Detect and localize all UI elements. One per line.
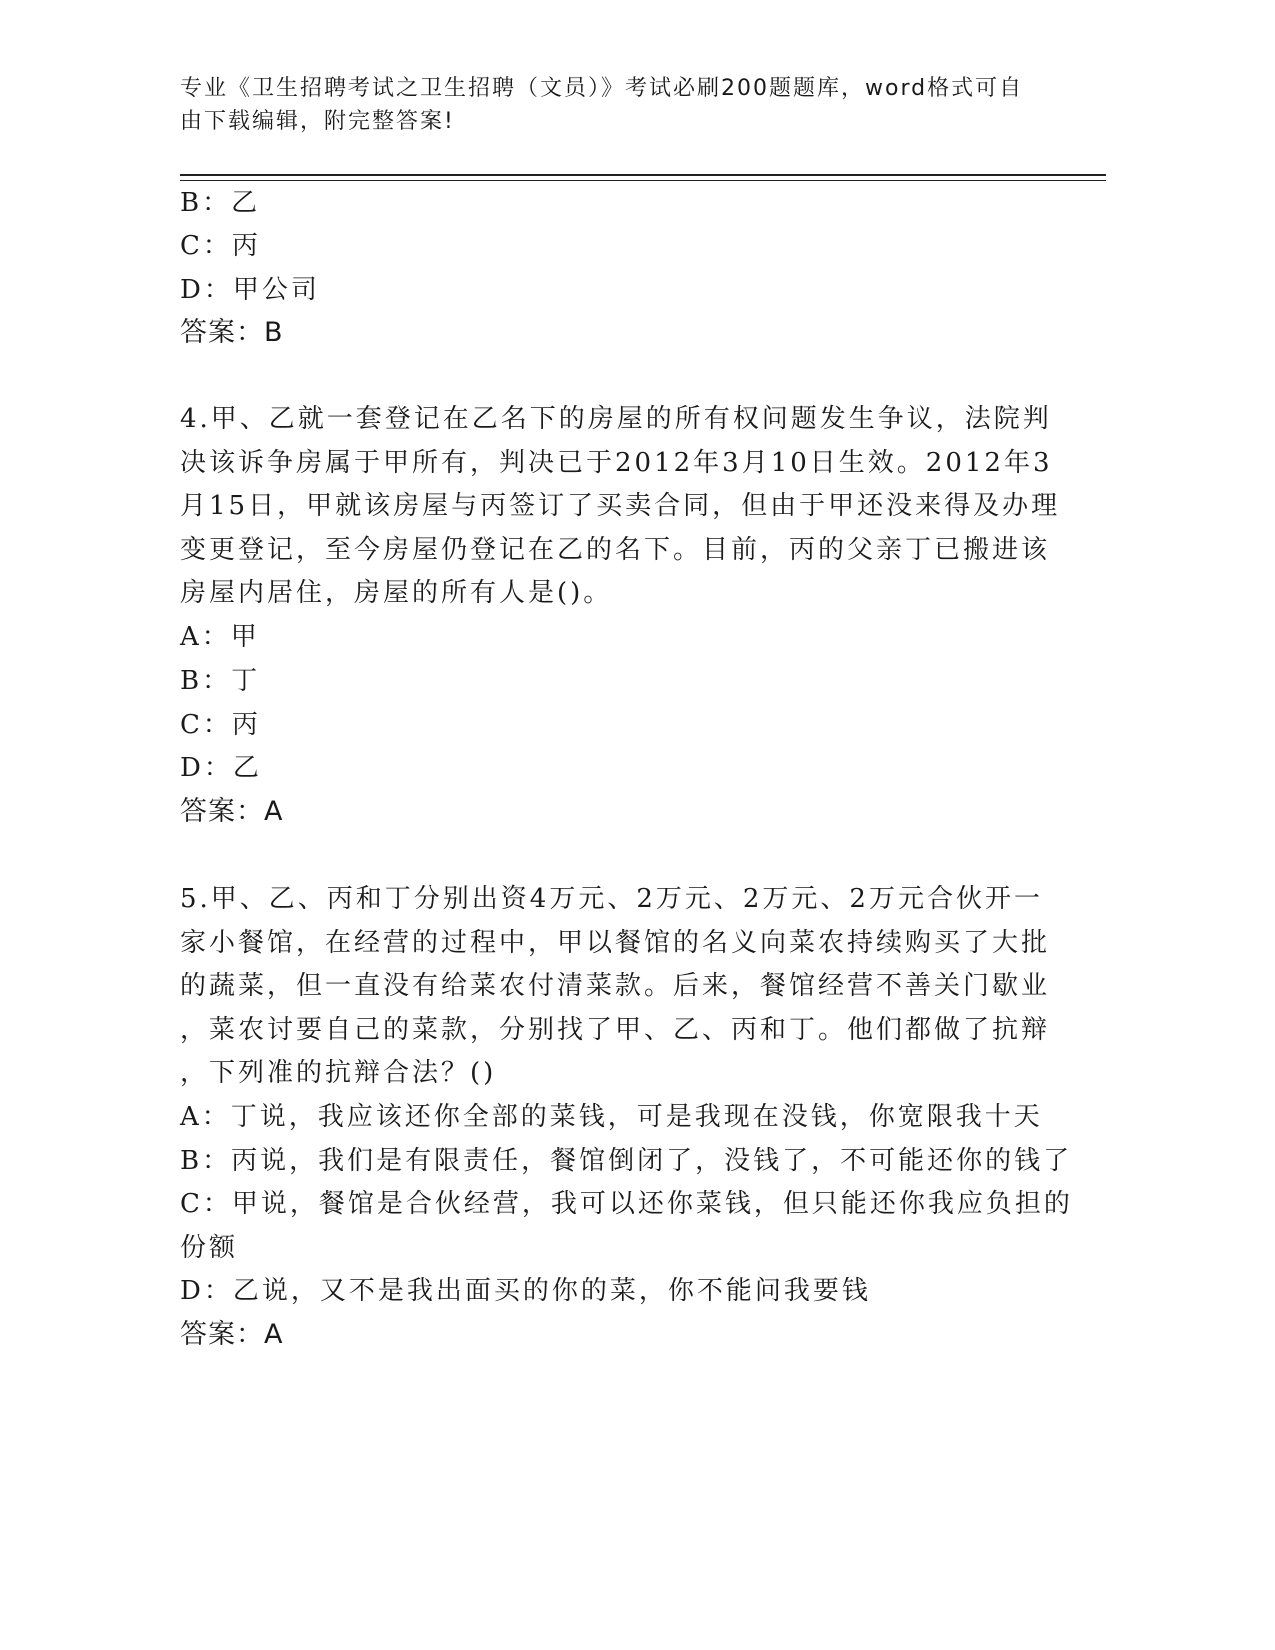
q4-option-b: B：丁 xyxy=(180,666,261,696)
header-divider-thick xyxy=(180,174,1106,176)
header-line-1: 专业《卫生招聘考试之卫生招聘（文员）》考试必刷200题题库，word格式可自 xyxy=(180,76,1024,101)
q5-answer: 答案：A xyxy=(180,1319,284,1350)
q4-stem-line-3: 月15日，甲就该房屋与丙签订了买卖合同，但由于甲还没来得及办理 xyxy=(180,491,1061,521)
document-header xyxy=(180,72,1060,138)
header-divider-thin xyxy=(180,180,1106,181)
q5-option-c-line-2: 份额 xyxy=(180,1233,239,1263)
q3-answer: 答案：B xyxy=(180,317,284,348)
q4-stem-line-1: 4.甲、乙就一套登记在乙名下的房屋的所有权问题发生争议，法院判 xyxy=(180,404,1052,434)
q5-stem-line-4: ，菜农讨要自己的菜款，分别找了甲、乙、丙和丁。他们都做了抗辩 xyxy=(180,1015,1051,1045)
q4-stem-line-2: 决该诉争房属于甲所有，判决已于2012年3月10日生效。2012年3 xyxy=(180,448,1053,478)
q5-stem-line-1: 5.甲、乙、丙和丁分别出资4万元、2万元、2万元、2万元合伙开一 xyxy=(180,884,1043,914)
q4-stem-line-4: 变更登记，至今房屋仍登记在乙的名下。目前，丙的父亲丁已搬进该 xyxy=(180,535,1051,565)
q5-stem-line-3: 的蔬菜，但一直没有给菜农付清菜款。后来，餐馆经营不善关门歇业 xyxy=(180,971,1051,1001)
q4-answer: 答案：A xyxy=(180,796,284,827)
q4-option-c: C：丙 xyxy=(180,710,261,740)
q4-option-a: A：甲 xyxy=(180,622,260,652)
q5-option-b: B：丙说，我们是有限责任，餐馆倒闭了，没钱了，不可能还你的钱了 xyxy=(180,1146,1073,1176)
q3-option-d: D：甲公司 xyxy=(180,275,320,305)
q4-stem-line-5: 房屋内居住，房屋的所有人是()。 xyxy=(180,578,613,608)
q3-option-c: C：丙 xyxy=(180,231,261,261)
q3-option-b: B：乙 xyxy=(180,188,261,218)
header-line-2: 由下载编辑，附完整答案! xyxy=(180,109,455,134)
q4-option-d: D：乙 xyxy=(180,753,262,783)
q5-stem-line-2: 家小餐馆，在经营的过程中，甲以餐馆的名义向菜农持续购买了大批 xyxy=(180,928,1051,958)
q5-stem-line-5: ，下列准的抗辩合法？() xyxy=(180,1058,497,1088)
q5-option-a: A：丁说，我应该还你全部的菜钱，可是我现在没钱，你宽限我十天 xyxy=(180,1102,1043,1132)
q5-option-c-line-1: C：甲说，餐馆是合伙经营，我可以还你菜钱，但只能还你我应负担的 xyxy=(180,1189,1073,1219)
q5-option-d: D：乙说，又不是我出面买的你的菜，你不能问我要钱 xyxy=(180,1276,871,1306)
